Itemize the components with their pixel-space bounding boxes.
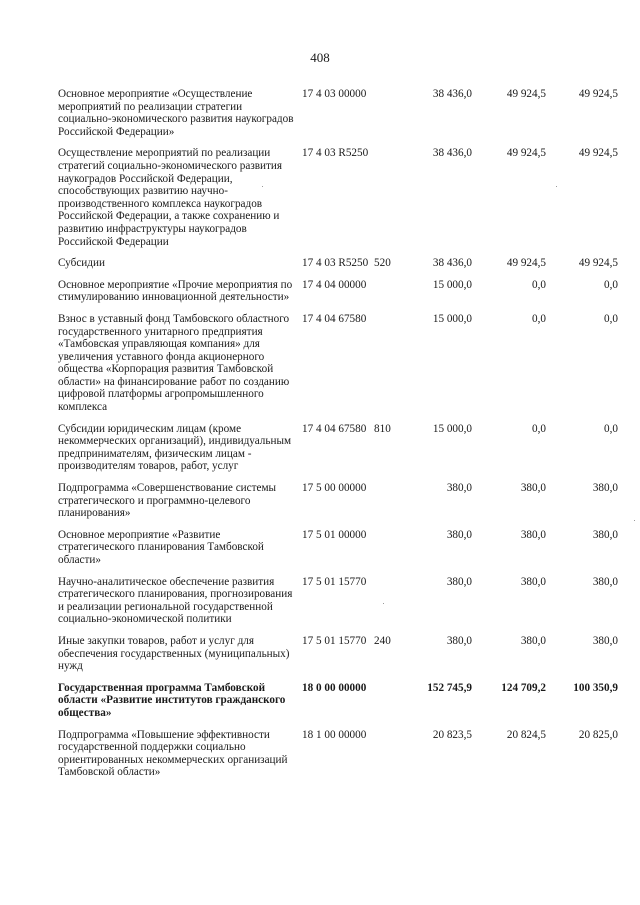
row-amount-year-1: 380,0 xyxy=(446,634,472,647)
row-code: 18 0 00 00000 xyxy=(302,681,367,694)
row-amount-year-1: 38 436,0 xyxy=(432,88,472,100)
table-row xyxy=(58,257,618,279)
row-code: 17 4 04 67580 xyxy=(302,312,367,325)
row-amount-year-1: 38 436,0 xyxy=(432,147,472,160)
table-row xyxy=(58,635,618,682)
row-amount-year-2: 0,0 xyxy=(532,312,546,325)
table-row-program xyxy=(58,682,618,729)
row-amount-year-1: 15 000,0 xyxy=(432,422,472,435)
row-expense-type xyxy=(374,88,402,138)
table-row xyxy=(58,279,618,313)
row-expense-type xyxy=(374,576,402,626)
row-expense-type xyxy=(374,529,402,567)
row-code: 17 5 01 15770 xyxy=(302,634,367,647)
row-amount-year-2: 380,0 xyxy=(520,575,546,588)
row-amount-year-3: 380,0 xyxy=(592,528,618,541)
row-amount-year-2: 20 824,5 xyxy=(506,728,546,741)
row-amount-year-3: 20 825,0 xyxy=(578,728,618,741)
row-name: Основное мероприятие «Прочие мероприятия по стимулированию инновационной деятельности» xyxy=(58,278,293,304)
row-code: 17 5 01 15770 xyxy=(302,575,367,588)
row-amount-year-3: 0,0 xyxy=(604,278,618,291)
row-amount-year-2: 49 924,5 xyxy=(506,257,546,270)
scan-speck xyxy=(634,520,635,521)
table-row xyxy=(58,423,618,482)
row-amount-year-3: 0,0 xyxy=(604,422,618,435)
row-amount-year-1: 38 436,0 xyxy=(432,257,472,270)
row-name: Субсидии юридическим лицам (кроме некоммерческих организаций), индивидуальным предпринимателям, физическим лицам - производителям товаров, работ, услуг xyxy=(58,422,292,473)
row-amount-year-2: 380,0 xyxy=(520,528,546,541)
table-row xyxy=(58,147,618,257)
row-name: Научно-аналитическое обеспечение развития стратегического планирования, прогнозирования и реализации региональной государственной социально-экономической политики xyxy=(58,575,293,626)
row-amount-year-1: 380,0 xyxy=(446,575,472,588)
row-amount-year-3: 49 924,5 xyxy=(578,147,618,160)
row-amount-year-3: 100 350,9 xyxy=(573,681,618,694)
row-amount-year-2: 0,0 xyxy=(532,278,546,291)
row-amount-year-2: 380,0 xyxy=(520,482,546,495)
row-name: Подпрограмма «Совершенствование системы стратегического и программно-целевого планирования» xyxy=(58,482,277,520)
row-amount-year-3: 49 924,5 xyxy=(578,88,618,100)
table-row xyxy=(58,576,618,635)
row-amount-year-2: 49 924,5 xyxy=(506,147,546,160)
row-amount-year-3: 380,0 xyxy=(592,634,618,647)
row-amount-year-2: 49 924,5 xyxy=(506,88,546,100)
row-amount-year-1: 380,0 xyxy=(446,528,472,541)
row-code: 17 5 01 00000 xyxy=(302,528,367,541)
row-amount-year-2: 380,0 xyxy=(520,634,546,647)
row-expense-type xyxy=(374,279,402,304)
row-amount-year-2: 124 709,2 xyxy=(501,681,546,694)
row-name: Иные закупки товаров, работ и услуг для обеспечения государственных (муниципальных) нужд xyxy=(58,634,290,673)
row-amount-year-1: 380,0 xyxy=(446,482,472,495)
row-code: 17 4 04 67580 xyxy=(302,422,367,435)
budget-table xyxy=(58,88,618,788)
row-expense-type xyxy=(374,313,402,414)
row-name: Основное мероприятие «Развитие стратегического планирования Тамбовской области» xyxy=(58,528,264,566)
row-expense-type xyxy=(374,682,402,720)
row-name: Взнос в уставный фонд Тамбовского областного государственного унитарного предприятия «Тамбовская управляющая компания» для увеличения уставного фонда акционерного общества «Корпорация развития Тамбовской области» на финансирование работ по созданию цифровой платформы агропромышленного комплекса xyxy=(58,312,290,414)
row-expense-type: 810 xyxy=(374,422,391,435)
row-expense-type xyxy=(374,147,402,248)
scan-speck xyxy=(383,603,384,604)
table-row xyxy=(58,313,618,423)
row-code: 18 1 00 00000 xyxy=(302,728,367,741)
row-name: Субсидии xyxy=(58,257,105,270)
row-amount-year-3: 380,0 xyxy=(592,482,618,495)
table-row xyxy=(58,482,618,529)
row-name: Основное мероприятие «Осуществление мероприятий по реализации стратегии социально-экономического развития наукоградов Российской Федерации» xyxy=(58,88,294,138)
row-amount-year-3: 0,0 xyxy=(604,312,618,325)
scan-speck xyxy=(262,186,263,187)
row-amount-year-1: 152 745,9 xyxy=(427,681,472,694)
table-row xyxy=(58,88,618,147)
row-amount-year-3: 49 924,5 xyxy=(578,257,618,270)
row-amount-year-3: 380,0 xyxy=(592,575,618,588)
table-row xyxy=(58,729,618,788)
row-expense-type: 240 xyxy=(374,634,391,647)
row-amount-year-1: 20 823,5 xyxy=(432,728,472,741)
row-amount-year-1: 15 000,0 xyxy=(432,278,472,291)
row-code: 17 5 00 00000 xyxy=(302,482,367,495)
scan-speck xyxy=(556,186,557,187)
row-expense-type xyxy=(374,729,402,779)
table-row xyxy=(58,529,618,576)
row-code: 17 4 04 00000 xyxy=(302,278,367,291)
row-code: 17 4 03 R5250 xyxy=(302,147,369,160)
row-name: Подпрограмма «Повышение эффективности государственной поддержки социально ориентированных некоммерческих организаций Тамбовской области» xyxy=(58,728,288,779)
row-code: 17 4 03 00000 xyxy=(302,88,367,100)
row-code: 17 4 03 R5250 xyxy=(302,257,369,270)
row-expense-type xyxy=(374,482,402,520)
row-expense-type: 520 xyxy=(374,257,391,270)
row-amount-year-2: 0,0 xyxy=(532,422,546,435)
row-name: Государственная программа Тамбовской области «Развитие институтов гражданского общества» xyxy=(58,681,286,719)
row-name: Осуществление мероприятий по реализации стратегий социально-экономического развития наукоградов Российской Федерации, способствующих развитию научно-производственного комплекса наукоградов Российской Федерации, а также сохранению и развитию инфраструктуры наукоградов Российской Федерации xyxy=(58,147,283,248)
row-amount-year-1: 15 000,0 xyxy=(432,312,472,325)
page-number: 408 xyxy=(310,50,330,65)
